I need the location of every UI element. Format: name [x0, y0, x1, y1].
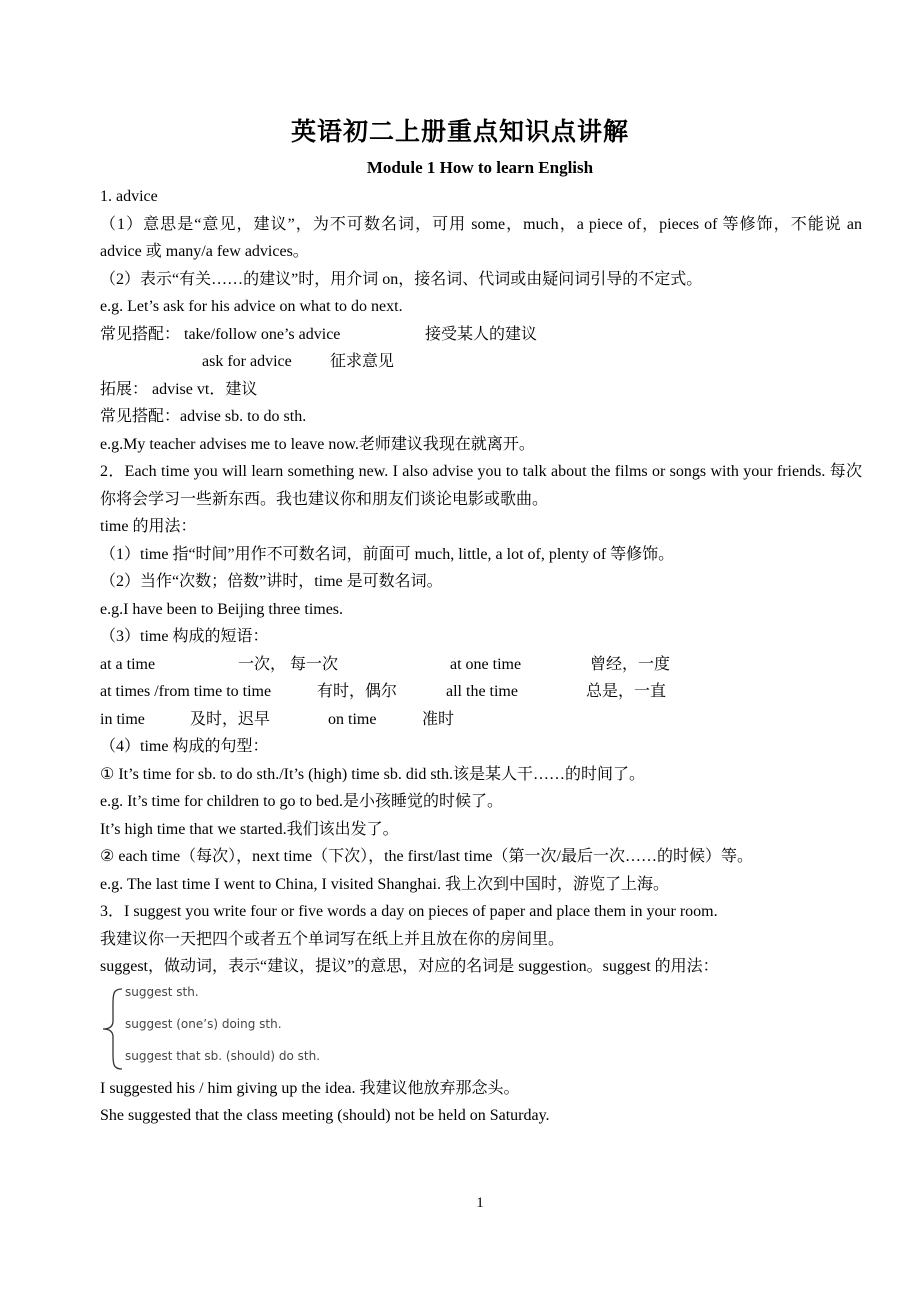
usage-item: suggest that sb. (should) do sth. — [125, 1048, 321, 1063]
text-paragraph: （1）意思是“意见，建议”，为不可数名词，可用 some，much，a piece of，pieces of 等修饰，不能说 an advice 或 many/a few advices。 — [100, 215, 862, 260]
curly-brace-icon — [100, 985, 126, 1073]
text-line: 1. advice — [100, 188, 158, 205]
text-line: （2）表示“有关……的建议”时，用介词 on，接名词、代词或由疑问词引导的不定式。 — [100, 270, 703, 288]
collocation-phrase: 常见搭配： take/follow one’s advice — [100, 325, 341, 343]
phrase-meaning: 一次， 每一次 — [238, 655, 339, 673]
phrase: at one time — [450, 655, 522, 673]
phrase-meaning: 总是，一直 — [586, 683, 667, 700]
phrase-meaning: 准时 — [422, 710, 455, 728]
document-body — [100, 183, 862, 1130]
phrase-row — [100, 678, 862, 706]
text-line: （4）time 构成的句型： — [100, 738, 269, 755]
phrase: in time — [100, 710, 145, 728]
phrase-meaning: 有时，偶尔 — [317, 683, 398, 700]
collocation-meaning: 接受某人的建议 — [425, 325, 538, 343]
text-line: 拓展： advise vt．建议 — [100, 380, 258, 398]
pattern-line: ② each time（每次），next time（下次），the first/last time（第一次/最后一次……的时候）等。 — [100, 848, 753, 865]
example-sentence: It’s high time that we started.我们该出发了。 — [100, 820, 399, 838]
page-number: 1 — [476, 1195, 484, 1211]
text-line: time 的用法： — [100, 518, 197, 535]
collocation-phrase: ask for advice — [202, 353, 292, 370]
phrase: at a time — [100, 655, 156, 673]
text-line: 3．I suggest you write four or five words a day on pieces of paper and place them in your room. — [100, 903, 718, 920]
pattern-line: ① It’s time for sb. to do sth./It’s (high) time sb. did sth.该是某人干……的时间了。 — [100, 765, 646, 783]
text-line: （2）当作“次数；倍数”讲时，time 是可数名词。 — [100, 573, 443, 590]
phrase-meaning: 及时，迟早 — [190, 710, 271, 728]
example-sentence: e.g. The last time I went to China, I visited Shanghai. 我上次到中国时，游览了上海。 — [100, 875, 669, 893]
example-sentence: She suggested that the class meeting (should) not be held on Saturday. — [100, 1107, 550, 1124]
phrase-meaning: 曾经，一度 — [590, 655, 671, 673]
example-sentence: I suggested his / him giving up the idea. 我建议他放弃那念头。 — [100, 1079, 520, 1097]
text-line: 常见搭配：advise sb. to do sth. — [100, 408, 307, 425]
phrase: on time — [328, 710, 377, 728]
example-sentence: e.g. Let’s ask for his advice on what to do next. — [100, 298, 403, 315]
text-line: （1）time 指“时间”用作不可数名词，前面可 much, little, a lot of, plenty of 等修饰。 — [100, 545, 675, 563]
suggest-usage-diagram — [100, 981, 862, 1075]
example-sentence: e.g.I have been to Beijing three times. — [100, 600, 344, 618]
module-subtitle: Module 1 How to learn English — [366, 158, 594, 177]
collocation-meaning: 征求意见 — [330, 353, 395, 370]
example-sentence: e.g.My teacher advises me to leave now.老师建议我现在就离开。 — [100, 435, 535, 453]
collocation-line — [100, 321, 862, 349]
phrase: all the time — [446, 683, 518, 700]
phrase-row — [100, 651, 862, 679]
example-sentence: e.g. It’s time for children to go to bed.是小孩睡觉的时候了。 — [100, 793, 504, 810]
page-title: 英语初二上册重点知识点讲解 — [290, 117, 629, 146]
text-paragraph: 2．Each time you will learn something new. I also advise you to talk about the films or songs with your friends. 每次你将会学习一些新东西。我也建议你和朋友们谈论电影或歌曲。 — [100, 463, 862, 508]
text-line: （3）time 构成的短语： — [100, 628, 269, 645]
text-line: 我建议你一天把四个或者五个单词写在纸上并且放在你的房间里。 — [100, 930, 565, 948]
text-line: suggest，做动词，表示“建议，提议”的意思，对应的名词是 suggestion。suggest 的用法： — [100, 958, 719, 975]
usage-item: suggest sth. — [125, 984, 199, 999]
phrase: at times /from time to time — [100, 683, 272, 700]
usage-item: suggest (one’s) doing sth. — [125, 1016, 282, 1031]
phrase-row — [100, 706, 862, 734]
collocation-line — [100, 348, 862, 376]
